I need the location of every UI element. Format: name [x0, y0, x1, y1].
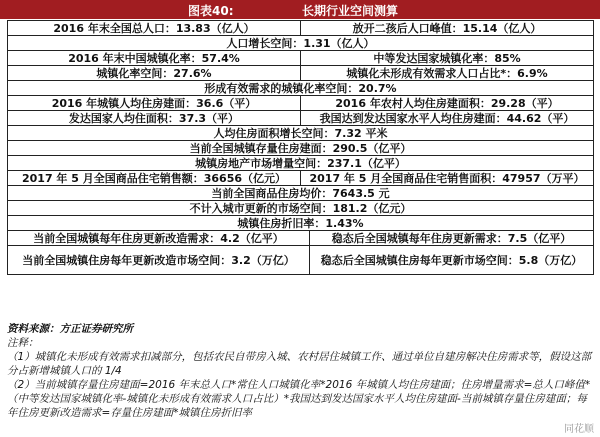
table-row: [8, 111, 594, 126]
table-cell: 中等发达国家城镇化率：85%: [301, 51, 594, 65]
figure-label: 图表40:: [188, 4, 234, 18]
table-cell: 人均住房面积增长空间：7.32 平米: [8, 126, 594, 140]
source-note: 资料来源：方正证券研究所: [7, 323, 133, 335]
table-cell: 当前全国商品住房均价：7643.5 元: [8, 186, 594, 200]
table-row: [8, 186, 594, 201]
table-row: [8, 216, 594, 231]
table-row: [8, 141, 594, 156]
table-row: [8, 81, 594, 96]
notes-intro: 注释：: [7, 337, 39, 349]
table-cell: 2017 年 5 月全国商品住宅销售额：36656（亿元）: [8, 171, 301, 185]
table-cell: 2016 年末中国城镇化率：57.4%: [8, 51, 301, 65]
table-cell: 2016 年末全国总人口：13.83（亿人）: [8, 21, 301, 35]
table-cell: 发达国家人均住面积：37.3（平）: [8, 111, 301, 125]
notes-section: [7, 322, 595, 420]
table-cell: 人口增长空间：1.31（亿人）: [8, 36, 594, 50]
table-row: [8, 156, 594, 171]
table-cell: 城镇房地产市场增量空间：237.1（亿平）: [8, 156, 594, 170]
table-row: [8, 201, 594, 216]
table-cell: 2017 年 5 月全国商品住宅销售面积：47957（万平）: [301, 171, 594, 185]
table-row: [8, 36, 594, 51]
figure-title-bar: [0, 0, 600, 19]
table-cell: 当前全国城镇存量住房建面：290.5（亿平）: [8, 141, 594, 155]
table-cell: 当前全国城镇每年住房更新改造需求：4.2（亿平）: [8, 231, 310, 245]
table-cell: 稳态后全国城镇住房每年更新市场空间：5.8（万亿）: [310, 246, 594, 274]
table-row: [8, 66, 594, 81]
table-row: [8, 96, 594, 111]
figure-title: 长期行业空间测算: [302, 4, 399, 18]
note-line: （1）城镇化未形成有效需求扣减部分，包括农民自带房入城、农村居住城镇工作、通过单位自建房解决住房需求等，假设这部分占新增城镇人口的 1/4: [7, 351, 592, 377]
table-cell: 2016 年农村人均住房建面积：29.28（平）: [301, 96, 594, 110]
table-cell: 我国达到发达国家水平人均住房建面：44.62（平）: [301, 111, 594, 125]
table-cell: 不计入城市更新的市场空间：181.2（亿元）: [8, 201, 594, 215]
table-cell: 形成有效需求的城镇化率空间：20.7%: [8, 81, 594, 95]
table-row: [8, 21, 594, 36]
table-cell: 当前全国城镇住房每年更新改造市场空间：3.2（万亿）: [8, 246, 310, 274]
table-cell: 放开二孩后人口峰值：15.14（亿人）: [301, 21, 594, 35]
estimation-table: [7, 20, 594, 275]
table-row: [8, 51, 594, 66]
note-line: （2）当前城镇存量住房建面=2016 年末总人口*常住人口城镇化率*2016 年城镇人均住房建面；住房增量需求=总人口峰值*（中等发达国家城镇化率-城镇化未形成有效需求人口占比）*我国达到发达国家水平人均住房建面-当前城镇存量住房建面；每年住房更新改造需求=存量住房建面*城镇住房折旧率: [7, 379, 591, 419]
table-row: [8, 231, 594, 246]
table-row: [8, 126, 594, 141]
watermark: 同花顺: [564, 424, 594, 435]
table-cell: 2016 年城镇人均住房建面：36.6（平）: [8, 96, 301, 110]
table-cell: 城镇化率空间：27.6%: [8, 66, 301, 80]
table-cell: 城镇化未形成有效需求人口占比*：6.9%: [301, 66, 594, 80]
table-cell: 稳态后全国城镇每年住房更新需求：7.5（亿平）: [310, 231, 594, 245]
table-row: [8, 171, 594, 186]
table-row: [8, 246, 594, 275]
table-cell: 城镇住房折旧率：1.43%: [8, 216, 594, 230]
